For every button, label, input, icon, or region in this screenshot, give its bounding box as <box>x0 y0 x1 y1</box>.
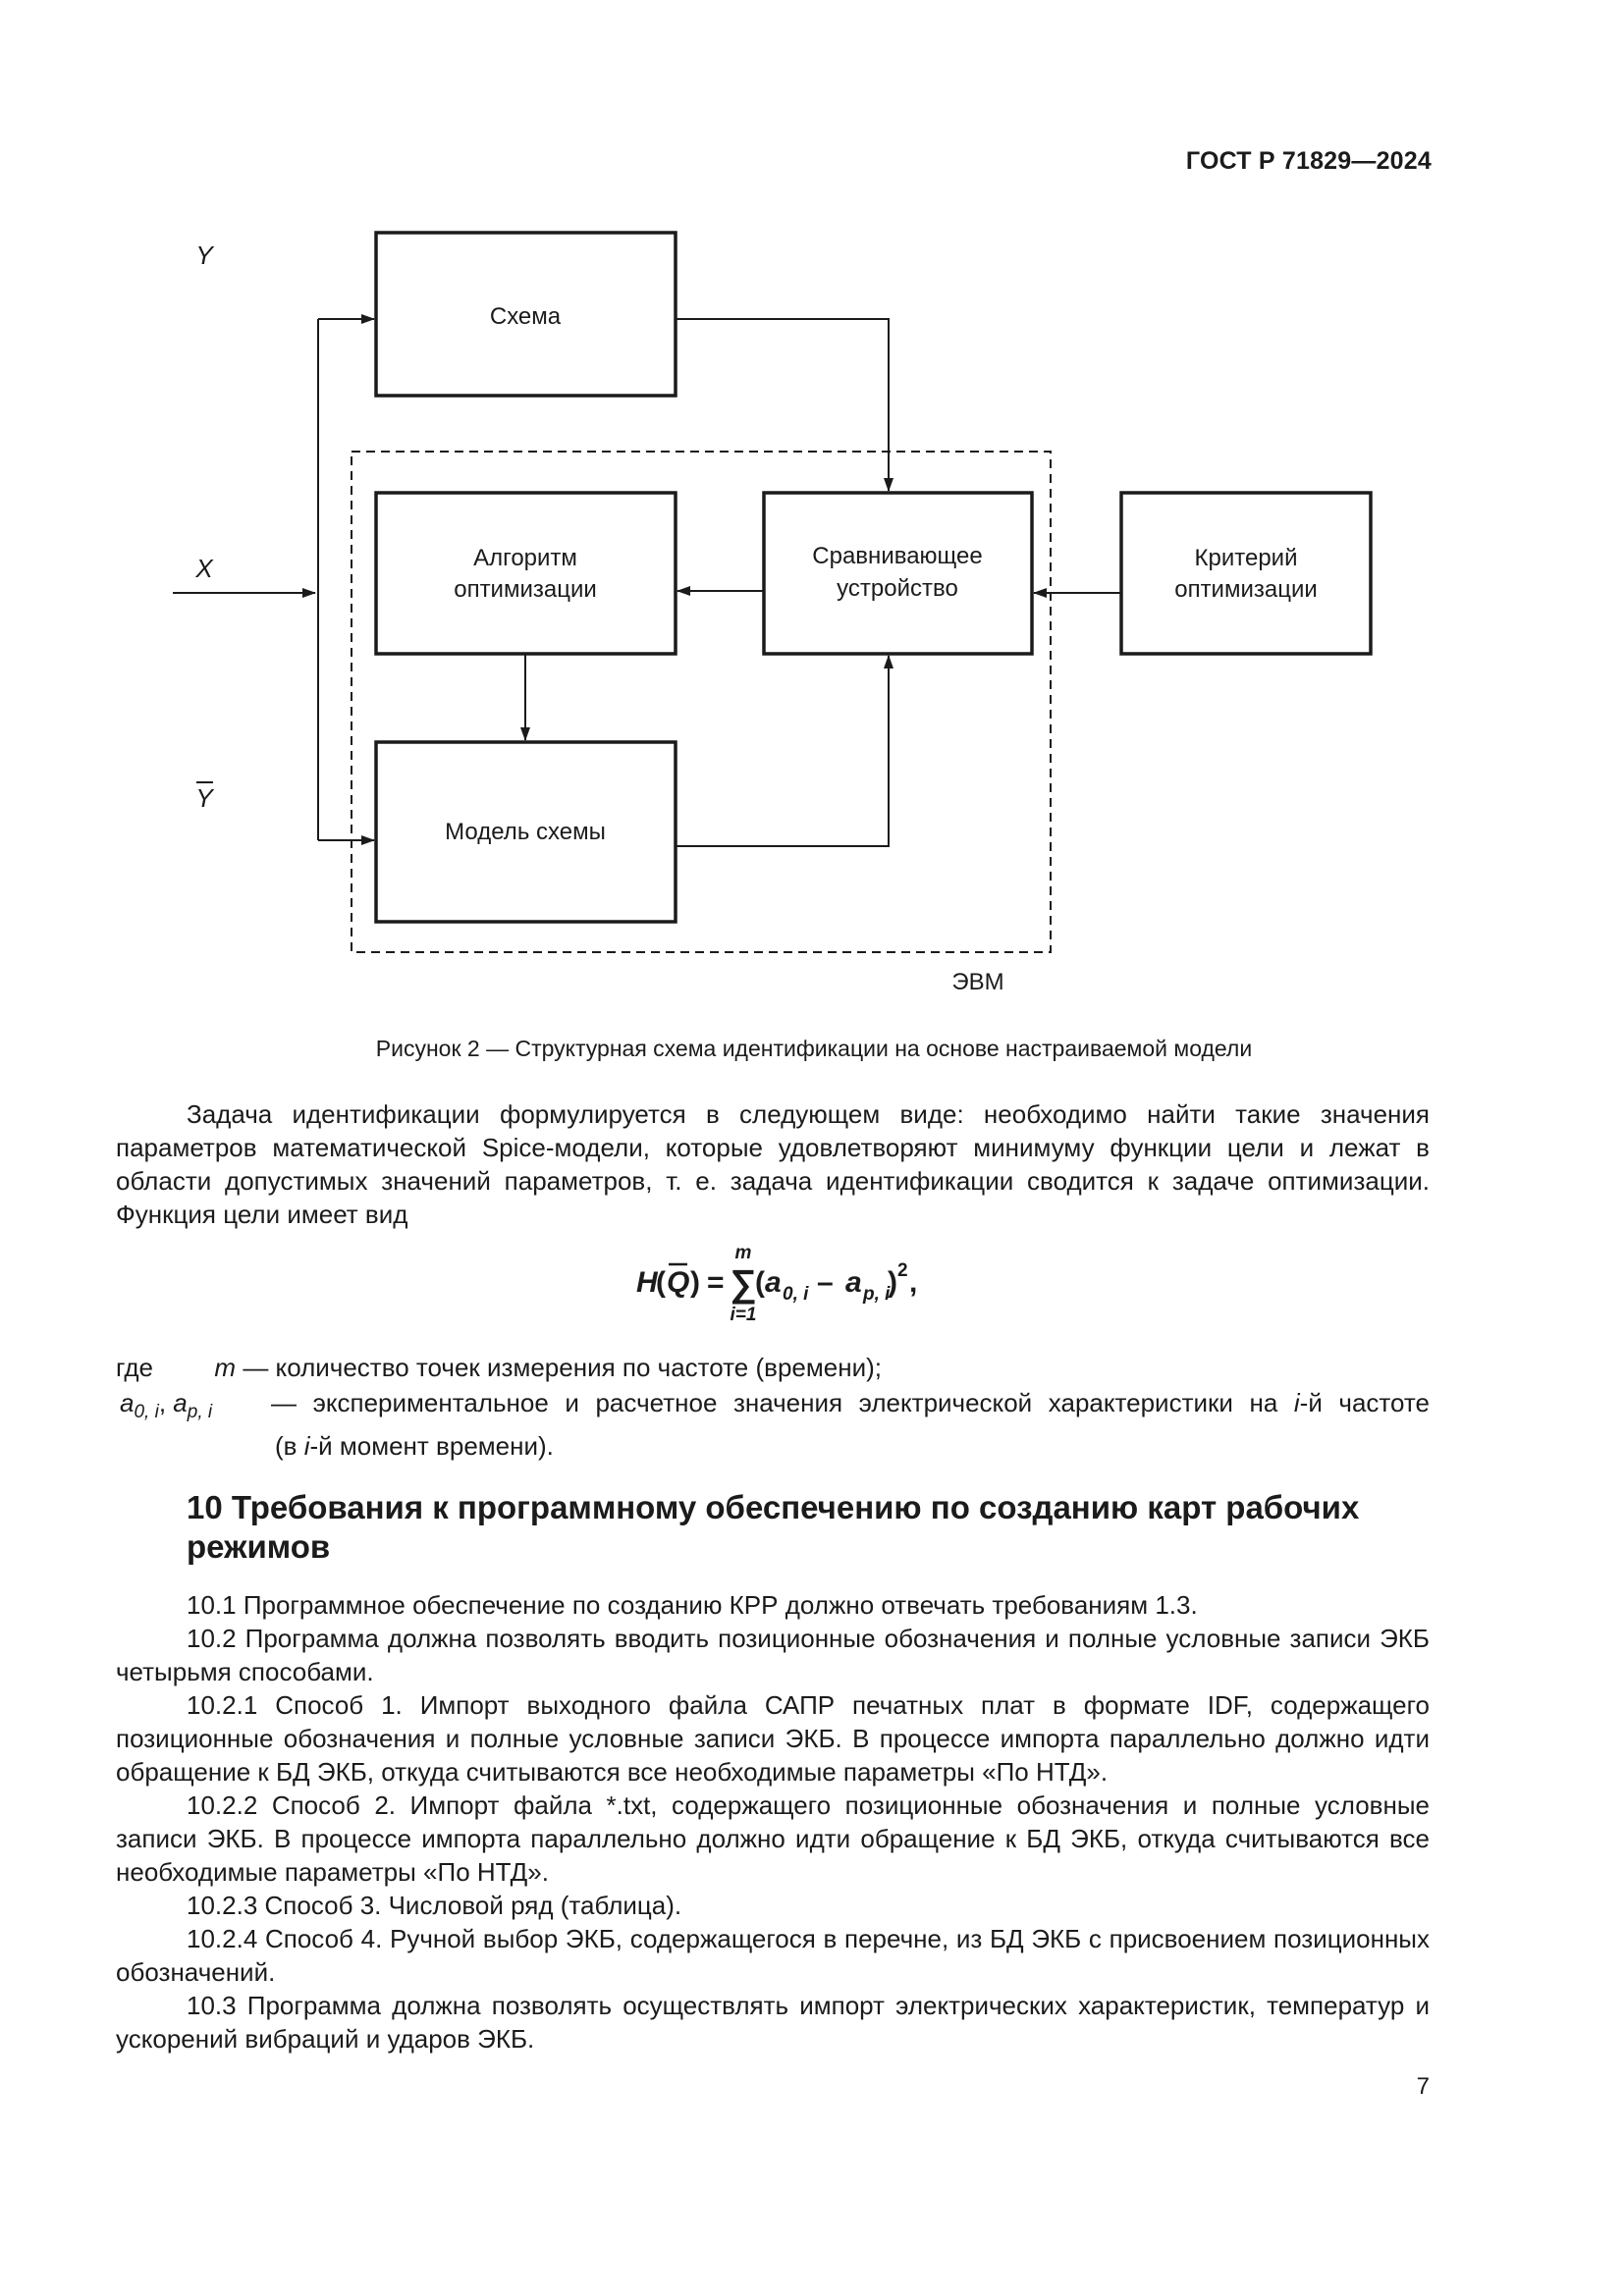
where-a-symbols: $a_{0, i}$, $a_{p, i}$ <box>120 1388 213 1423</box>
where-word: где <box>116 1353 153 1382</box>
section-para-10-3 <box>116 1989 1430 2056</box>
formula-equals: = <box>707 1266 725 1299</box>
where-line-a <box>120 1386 1430 1463</box>
where-a-text-i-2: i <box>303 1431 310 1462</box>
formula-lparen-1: ( <box>656 1266 666 1299</box>
section-para-10-2-text: 10.2 Программа должна позволять вводить позиционные обозначения и полные условные записи ЭКБ четырьмя способами. <box>116 1624 1430 1686</box>
block-comparator-label-1: Сравнивающее <box>812 543 983 569</box>
figure-caption: Рисунок 2 — Структурная схема идентификации на основе настраиваемой модели <box>375 1036 1253 1061</box>
formula-comma: , <box>909 1266 918 1299</box>
arrow-schema-to-comparator <box>676 319 889 491</box>
label-y: Y <box>195 240 213 270</box>
section-para-10-2-3-text: 10.2.3 Способ 3. Числовой ряд (таблица). <box>187 1891 682 1920</box>
formula-lparen-2: ( <box>755 1266 765 1299</box>
section-para-10-1-text: 10.1 Программное обеспечение по созданию КРР должно отвечать требованиям 1.3. <box>187 1590 1198 1620</box>
section-para-10-2 <box>116 1622 1430 1688</box>
label-x: X <box>195 554 213 583</box>
paragraph-task <box>116 1097 1430 1231</box>
formula-power: 2 <box>897 1260 908 1281</box>
where-a-text-1: — экспериментальное и расчетное значения электрической характеристики на <box>271 1388 1294 1417</box>
section-para-10-2-2-text: 10.2.2 Способ 2. Импорт файла *.txt, содержащего позиционные обозначения и полные условные записи ЭКБ. В процессе импорта параллельно должно идти обращение к БД ЭКБ, откуда считываются все необходимые параметры «По НТД». <box>116 1790 1430 1887</box>
where-ap-symbol: a <box>173 1388 188 1417</box>
section-para-10-2-2 <box>116 1789 1430 1889</box>
section-para-10-2-4-text: 10.2.4 Способ 4. Ручной выбор ЭКБ, содержащегося в перечне, из БД ЭКБ с присвоением позиционных обозначений. <box>116 1924 1430 1987</box>
formula-minus: – <box>817 1266 834 1299</box>
block-algorithm-label-2: оптимизации <box>454 576 597 603</box>
formula-h: H <box>636 1266 658 1299</box>
where-m-text: — количество точек измерения по частоте (времени); <box>243 1353 882 1382</box>
where-m-symbol: m <box>214 1353 237 1382</box>
where-a-text-i: i <box>1293 1388 1300 1417</box>
label-evm: ЭВМ <box>951 969 1004 995</box>
where-line-m <box>116 1351 882 1384</box>
formula-sum-sign: ∑ <box>730 1263 757 1305</box>
block-algorithm-label-1: Алгоритм <box>473 545 577 571</box>
block-comparator-label-2: устройство <box>837 575 958 602</box>
block-model-label: Модель схемы <box>445 819 606 845</box>
section-para-10-1 <box>116 1588 1430 1622</box>
arrow-model-to-comparator <box>676 656 889 846</box>
block-criterion-label-1: Критерий <box>1194 545 1298 571</box>
formula-q: Q <box>667 1266 690 1299</box>
section-para-10-2-1 <box>116 1688 1430 1789</box>
block-algorithm <box>376 493 676 654</box>
where-a-text-3: (в <box>275 1431 304 1462</box>
where-a0-symbol: a <box>120 1388 135 1417</box>
where-a-text-line2 <box>120 1429 1430 1463</box>
objective-function-formula <box>0 1239 1624 1327</box>
where-a-text-2: -й частоте <box>1299 1388 1430 1417</box>
where-a0-sub: 0, i <box>134 1402 159 1423</box>
formula-rparen-1: ) <box>690 1266 700 1299</box>
evm-boundary <box>352 452 1051 952</box>
where-ap-sub: p, i <box>187 1402 213 1423</box>
formula-sum-upper: m <box>734 1243 752 1263</box>
section-title: 10 Требования к программному обеспечению по созданию карт рабочих режимов <box>187 1489 1360 1565</box>
section-para-10-2-3 <box>116 1889 1430 1922</box>
section-para-10-2-1-text: 10.2.1 Способ 1. Импорт выходного файла САПР печатных плат в формате IDF, содержащего позиционные обозначения и полные условные записи ЭКБ. В процессе импорта параллельно должно идти обращение к БД ЭКБ, откуда считываются все необходимые параметры «По НТД». <box>116 1690 1430 1787</box>
formula-rparen-2: ) <box>888 1266 897 1299</box>
paragraph-task-text: Задача идентификации формулируется в следующем виде: необходимо найти такие значения параметров математической Spice-модели, которые удовлетворяют минимуму функции цели и лежат в области допустимых значений параметров, т. е. задача идентификации сводится к задаче оптимизации. Функция цели имеет вид <box>116 1099 1430 1229</box>
where-a-text-line1 <box>271 1386 1430 1429</box>
section-para-10-2-4 <box>116 1922 1430 1989</box>
formula-ap: a <box>845 1266 862 1299</box>
block-schema-label: Схема <box>489 303 562 330</box>
page-number: 7 <box>1416 2073 1430 2100</box>
where-a-text-4: -й момент времени). <box>309 1431 554 1462</box>
block-criterion-label-2: оптимизации <box>1174 576 1318 603</box>
section-para-10-3-text: 10.3 Программа должна позволять осуществлять импорт электрических характеристик, температур и ускорений вибраций и ударов ЭКБ. <box>116 1991 1430 2054</box>
block-comparator <box>764 493 1032 654</box>
formula-a0-sub: 0, i <box>783 1284 809 1305</box>
formula-ap-sub: p, i <box>863 1284 891 1305</box>
formula-a0: a <box>765 1266 782 1299</box>
formula-sum-lower: i=1 <box>730 1305 757 1325</box>
block-criterion <box>1121 493 1371 654</box>
label-y-bar: Y <box>195 783 213 813</box>
standard-id: ГОСТ Р 71829—2024 <box>1185 147 1432 175</box>
identification-diagram <box>0 0 1624 1021</box>
